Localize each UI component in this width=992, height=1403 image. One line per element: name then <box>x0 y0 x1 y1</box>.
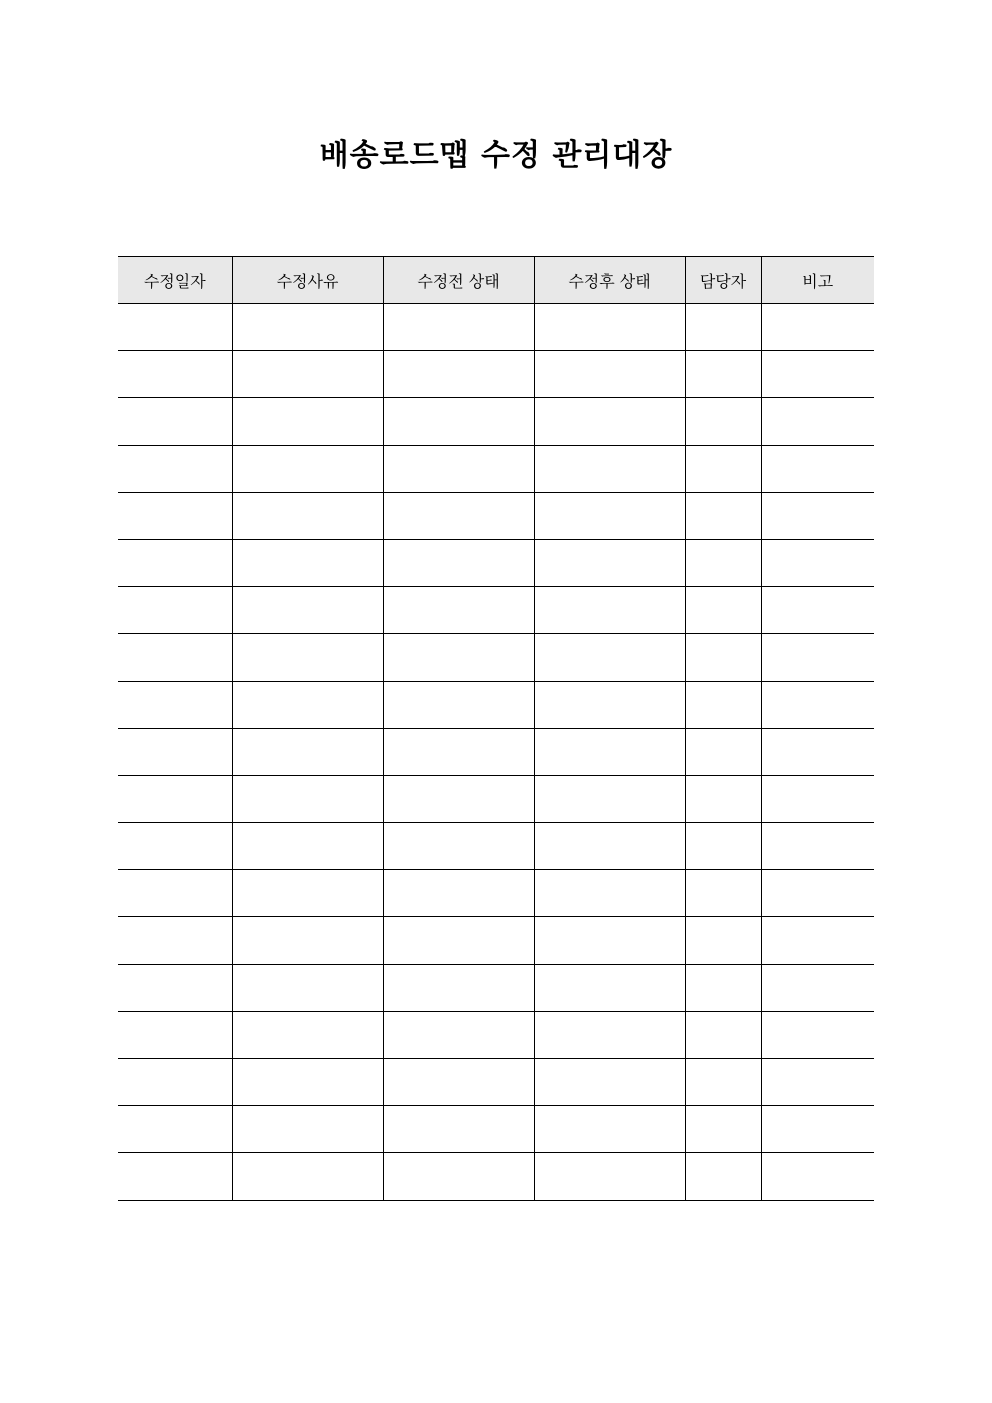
table-cell[interactable] <box>685 398 761 445</box>
table-cell[interactable] <box>232 681 383 728</box>
table-cell[interactable] <box>534 1153 685 1200</box>
header-after-status: 수정후 상태 <box>534 257 685 304</box>
table-cell[interactable] <box>232 870 383 917</box>
table-cell[interactable] <box>383 634 534 681</box>
table-cell[interactable] <box>232 398 383 445</box>
table-cell[interactable] <box>118 304 232 351</box>
table-cell[interactable] <box>232 775 383 822</box>
table-cell[interactable] <box>383 492 534 539</box>
table-cell[interactable] <box>534 539 685 586</box>
table-cell[interactable] <box>118 728 232 775</box>
table-cell[interactable] <box>118 870 232 917</box>
table-row <box>118 775 874 822</box>
table-cell[interactable] <box>685 870 761 917</box>
table-cell[interactable] <box>383 398 534 445</box>
table-row <box>118 681 874 728</box>
header-before-status: 수정전 상태 <box>383 257 534 304</box>
table-cell[interactable] <box>118 398 232 445</box>
table-cell[interactable] <box>534 964 685 1011</box>
table-cell[interactable] <box>118 681 232 728</box>
table-cell[interactable] <box>685 587 761 634</box>
table-cell[interactable] <box>383 1106 534 1153</box>
table-row <box>118 445 874 492</box>
table-cell[interactable] <box>118 964 232 1011</box>
table-cell[interactable] <box>118 539 232 586</box>
table-cell[interactable] <box>761 1059 874 1106</box>
table-cell[interactable] <box>118 823 232 870</box>
table-cell[interactable] <box>383 587 534 634</box>
table-cell[interactable] <box>685 1153 761 1200</box>
table-cell[interactable] <box>534 681 685 728</box>
table-cell[interactable] <box>685 304 761 351</box>
table-cell[interactable] <box>761 1153 874 1200</box>
table-row <box>118 728 874 775</box>
header-remarks: 비고 <box>761 257 874 304</box>
table-cell[interactable] <box>685 351 761 398</box>
table-cell[interactable] <box>383 1153 534 1200</box>
table-cell[interactable] <box>761 775 874 822</box>
table-row <box>118 351 874 398</box>
table-cell[interactable] <box>383 870 534 917</box>
table-cell[interactable] <box>118 1153 232 1200</box>
table-cell[interactable] <box>534 304 685 351</box>
table-cell[interactable] <box>685 634 761 681</box>
table-cell[interactable] <box>232 351 383 398</box>
table-cell[interactable] <box>685 539 761 586</box>
table-cell[interactable] <box>232 492 383 539</box>
table-cell[interactable] <box>761 917 874 964</box>
table-cell[interactable] <box>232 1106 383 1153</box>
table-cell[interactable] <box>685 964 761 1011</box>
table-cell[interactable] <box>534 398 685 445</box>
table-cell[interactable] <box>761 492 874 539</box>
table-cell[interactable] <box>232 917 383 964</box>
table-cell[interactable] <box>685 1011 761 1058</box>
table-row <box>118 1106 874 1153</box>
table-row <box>118 539 874 586</box>
table-row <box>118 492 874 539</box>
table-cell[interactable] <box>534 445 685 492</box>
table-cell[interactable] <box>534 823 685 870</box>
table-cell[interactable] <box>761 634 874 681</box>
table-cell[interactable] <box>383 964 534 1011</box>
table-cell[interactable] <box>534 917 685 964</box>
table-cell[interactable] <box>383 539 534 586</box>
table-row <box>118 1153 874 1200</box>
header-person-in-charge: 담당자 <box>685 257 761 304</box>
table-row <box>118 398 874 445</box>
table-cell[interactable] <box>118 587 232 634</box>
table-cell[interactable] <box>232 539 383 586</box>
table-cell[interactable] <box>685 445 761 492</box>
table-cell[interactable] <box>232 587 383 634</box>
table-cell[interactable] <box>534 351 685 398</box>
table-cell[interactable] <box>232 1059 383 1106</box>
table-cell[interactable] <box>118 917 232 964</box>
table-cell[interactable] <box>534 1059 685 1106</box>
table-cell[interactable] <box>761 681 874 728</box>
table-cell[interactable] <box>534 587 685 634</box>
table-cell[interactable] <box>118 351 232 398</box>
table-row <box>118 634 874 681</box>
table-cell[interactable] <box>383 823 534 870</box>
table-row <box>118 304 874 351</box>
table-header-row <box>118 257 874 304</box>
table-cell[interactable] <box>534 1011 685 1058</box>
table-cell[interactable] <box>383 1011 534 1058</box>
table-cell[interactable] <box>534 492 685 539</box>
table-cell[interactable] <box>685 1106 761 1153</box>
table-cell[interactable] <box>685 1059 761 1106</box>
table-cell[interactable] <box>761 304 874 351</box>
table-cell[interactable] <box>685 823 761 870</box>
table-cell[interactable] <box>232 1011 383 1058</box>
table-cell[interactable] <box>761 823 874 870</box>
table-cell[interactable] <box>232 1153 383 1200</box>
table-cell[interactable] <box>534 1106 685 1153</box>
table-cell[interactable] <box>534 728 685 775</box>
table-row <box>118 1011 874 1058</box>
table-cell[interactable] <box>685 775 761 822</box>
table-cell[interactable] <box>383 728 534 775</box>
table-cell[interactable] <box>383 351 534 398</box>
table-cell[interactable] <box>383 445 534 492</box>
table-cell[interactable] <box>232 634 383 681</box>
table-cell[interactable] <box>383 775 534 822</box>
table-cell[interactable] <box>761 351 874 398</box>
table-cell[interactable] <box>383 304 534 351</box>
table-cell[interactable] <box>118 1011 232 1058</box>
table-row <box>118 823 874 870</box>
table-cell[interactable] <box>383 681 534 728</box>
table-cell[interactable] <box>761 398 874 445</box>
table-cell[interactable] <box>534 634 685 681</box>
table-cell[interactable] <box>383 1059 534 1106</box>
document-title: 배송로드맵 수정 관리대장 <box>319 138 673 173</box>
table-row <box>118 870 874 917</box>
table-cell[interactable] <box>685 728 761 775</box>
table-cell[interactable] <box>232 304 383 351</box>
table-cell[interactable] <box>232 445 383 492</box>
table-row <box>118 1059 874 1106</box>
table-cell[interactable] <box>118 445 232 492</box>
table-cell[interactable] <box>118 775 232 822</box>
table-cell[interactable] <box>534 775 685 822</box>
revision-ledger-table <box>118 256 874 1201</box>
table-cell[interactable] <box>685 917 761 964</box>
table-cell[interactable] <box>118 492 232 539</box>
table-row <box>118 917 874 964</box>
table-cell[interactable] <box>118 1059 232 1106</box>
table-row <box>118 964 874 1011</box>
table-cell[interactable] <box>118 634 232 681</box>
table-cell[interactable] <box>232 823 383 870</box>
table-cell[interactable] <box>232 964 383 1011</box>
table-cell[interactable] <box>383 917 534 964</box>
table-cell[interactable] <box>685 681 761 728</box>
header-revision-reason: 수정사유 <box>232 257 383 304</box>
table-cell[interactable] <box>761 1011 874 1058</box>
table-cell[interactable] <box>118 1106 232 1153</box>
table-cell[interactable] <box>534 870 685 917</box>
table-cell[interactable] <box>761 728 874 775</box>
table-cell[interactable] <box>761 870 874 917</box>
table-cell[interactable] <box>232 728 383 775</box>
header-revision-date: 수정일자 <box>118 257 232 304</box>
table-cell[interactable] <box>761 1106 874 1153</box>
table-cell[interactable] <box>761 587 874 634</box>
table-cell[interactable] <box>761 964 874 1011</box>
table-cell[interactable] <box>761 445 874 492</box>
table-cell[interactable] <box>685 492 761 539</box>
table-row <box>118 587 874 634</box>
table-cell[interactable] <box>761 539 874 586</box>
